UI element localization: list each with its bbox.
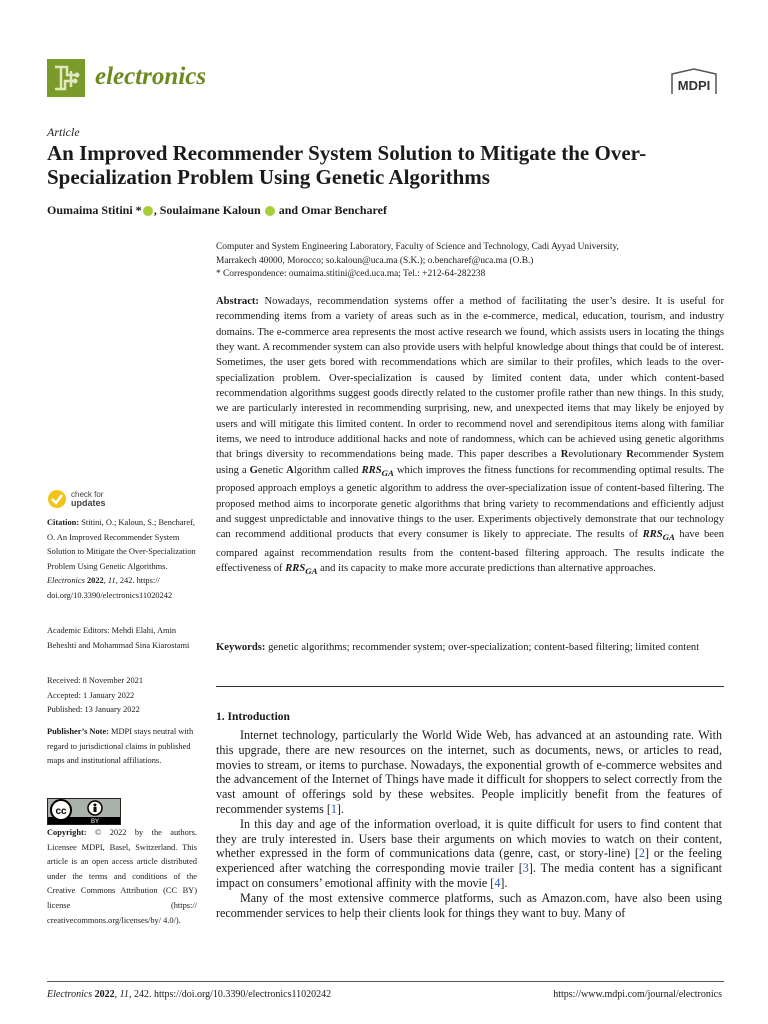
section-divider (216, 686, 724, 687)
check-for-updates-icon[interactable] (47, 489, 67, 509)
abstract-text: enetic (257, 464, 287, 476)
abstract-bold: G (249, 464, 258, 476)
paragraph-text: ] or the feeling experienced after watching the corresponding movie trailer [ (216, 846, 722, 876)
citation-link[interactable]: 3 (522, 861, 529, 876)
publisher-note (47, 725, 197, 769)
abstract-bold: R (560, 449, 569, 461)
abstract (216, 294, 724, 580)
orcid-icon[interactable] (143, 206, 153, 216)
paragraph-text: ]. (336, 801, 344, 816)
mdpi-logo-icon (668, 68, 720, 94)
footer-doi-link[interactable]: , 242. https://doi.org/10.3390/electronics11020242 (128, 989, 332, 1000)
rrs-symbol: RRS (285, 563, 306, 575)
rrs-symbol: RRS (361, 464, 382, 476)
abstract-text: Nowadays, recommendation systems offer a method of facilitating the user’s desire. It is useful for recommending items from a variety of areas such as in the e-commerce, medical, education, tourism, and industry domains. The e-commerce area represents the most active research we found, which assists users in locating the things they want. A recommender system can also provide users with helpful knowledge about things that could be of interest. Sometimes, the user gets bored with recommendations which are similar to their profiles, which leads to the over-specialization problem. Over-specialization is caused by limited content data, under which content-based recommendation algorithms suggest goods directly related to the customer profile rather than new things. In this study, we are particularly interested in recommending surprising, new, and unexpected items that may likely be enjoyed by users and will mitigate this limited content. In order to recommend novel and serendipitous items along with familiar items, we need to introduce additional hacks and note of randomness, which can be achieved using genetic algorithms that brings diversity to recommendations being made. This paper describes a (216, 296, 724, 461)
citation-text: Stitini, O.; Kaloun, S.; Bencharef, O. An Improved Recommender System Solution to Mitigate the Over-Specialization Problem Using Genetic Algorithms. (47, 518, 196, 571)
footer-year: 2022 (94, 989, 115, 1000)
rrs-subscript: GA (662, 532, 675, 543)
abstract-bold: R (626, 449, 634, 461)
footer-journal-url[interactable]: https://www.mdpi.com/journal/electronics (553, 989, 722, 1000)
paragraph-text: In this day and age of the information overload, it is quite difficult for users to find content that they are truly interested in. Users base their arguments on which movies to watch on their content, whether expressed in the form of communications data (genre, cast, or story-line) [ (216, 816, 722, 861)
circuit-logo-icon (47, 59, 85, 97)
citation-journal: Electronics (47, 576, 85, 586)
copyright-label: Copyright: (47, 828, 87, 837)
check-line: updates (71, 498, 106, 508)
dates-block (47, 674, 197, 718)
section-heading: 1. Introduction (216, 711, 290, 723)
citation-link[interactable]: 2 (638, 846, 645, 861)
copyright-text: © 2022 by the authors. Licensee MDPI, Basel, Switzerland. This article is an open access article distributed under the terms and conditions of the Creative Commons Attribution (CC BY) license (https:// creativecommons.org/licenses/by/ 4.0/). (47, 828, 198, 925)
author-2[interactable]: , Soulaimane Kaloun (153, 203, 261, 217)
published-date: Published: 13 January 2022 (47, 705, 140, 715)
citation-year: 2022 (86, 576, 104, 586)
rrs-subscript: GA (381, 467, 394, 478)
paragraph: Many of the most extensive commerce platforms, such as Amazon.com, have also been using recommender services to help their clients look for things they want to buy. Many of (216, 890, 722, 920)
citation-volume: 11 (107, 576, 116, 586)
keywords-label: Keywords: (216, 642, 266, 653)
footer-citation: Electronics 2022, 11, 242. https://doi.org/10.3390/electronics11020242 (47, 989, 332, 1000)
citation-block: Citation: Stitini, O.; Kaloun, S.; Bencharef, O. An Improved Recommender System Solution to Mitigate the Over-Specialization Problem Using Genetic Algorithms. Electronics 2022, 11, 242. https:// doi.org/10.3390/electronics11020242 (47, 518, 196, 600)
copyright-block (47, 826, 197, 928)
received-date: Received: 8 November 2021 (47, 676, 144, 685)
footer-journal: Electronics (47, 989, 93, 1000)
check-for-updates-button[interactable] (71, 490, 106, 508)
citation-link[interactable]: 1 (330, 801, 337, 816)
rrs-subscript: GA (305, 566, 318, 577)
paragraph-text: ]. (500, 875, 508, 890)
abstract-text: and its capacity to make more accurate predictions than alternative approaches. (317, 563, 656, 575)
keywords-text: genetic algorithms; recommender system; over-specialization; content-based filtering; limited content (268, 642, 700, 653)
introduction-body (216, 728, 722, 920)
academic-editors: Academic Editors: Mehdi Elahi, Amin Beheshti and Mohammad Sina Kiarostami (47, 626, 190, 650)
abstract-text: have been compared against recommendation results from the content-based filtering approach. The results indicate the effectiveness of (216, 529, 725, 575)
abstract-text: which improves the fitness functions for recommending optimal results. The proposed approach employs a genetic algorithm to address the over-specialization issue of content-based filtering. The proposed method aims to incorporate genetic algorithms that bring variety to recommendations and efficiently adjust and suggest unpredictable and innovative things to the user. Experiments objectively demonstrate that our technology can recommend additional products that every consumer is likely to appreciate. The results of (216, 464, 724, 541)
accepted-date: Accepted: 1 January 2022 (47, 690, 135, 700)
cc-badge-label: BY (90, 819, 100, 824)
note-text: MDPI stays neutral with regard to jurisdictional claims in published maps and institutional affiliations. (47, 727, 194, 766)
paragraph (216, 728, 722, 817)
footer-volume: 11 (119, 989, 129, 1000)
check-line: check for (71, 490, 104, 499)
abstract-bold: S (692, 449, 699, 461)
author-1[interactable]: Oumaima Stitini * (47, 203, 142, 217)
author-3[interactable]: and Omar Bencharef (275, 203, 387, 217)
abstract-label: Abstract: (216, 296, 259, 307)
paragraph-text: Internet technology, particularly the World Wide Web, has advanced at an astounding rate. With this upgrade, there are new resources on the internet, such as documents, news, or articles to read, movies to stream, or items to purchase. Nowadays, the exponential growth of e-commerce websites and the advancement of the Internet of Things have made it difficult for shoppers to select correctly from the vast amount of offerings sold by these websites. People implicitly benefit from the features of recommender systems [ (216, 728, 722, 816)
journal-logo (47, 59, 85, 97)
abstract-text: ecommender (633, 449, 693, 461)
paragraph (216, 817, 722, 891)
abstract-text: lgorithm called (293, 464, 362, 476)
cc-by-license-badge[interactable] (47, 798, 121, 825)
rrs-symbol: RRS (642, 529, 663, 541)
svg-text:cc: cc (55, 806, 67, 817)
author-list (47, 203, 387, 218)
keywords (216, 640, 724, 656)
mdpi-text: MDPI (677, 78, 711, 93)
abstract-text: ystem using a (216, 449, 724, 476)
citation-link[interactable]: 4 (494, 875, 501, 890)
mdpi-logo[interactable] (668, 68, 720, 94)
paper-title: An Improved Recommender System Solution to Mitigate the Over-Specialization Problem Using Genetic Algorithms (47, 141, 647, 189)
orcid-icon[interactable] (265, 206, 275, 216)
abstract-text: evolutionary (568, 449, 627, 461)
update-badge-icon (47, 489, 67, 509)
creative-commons-icon (48, 799, 120, 824)
footer-divider (47, 981, 724, 982)
affiliation-line: Computer and System Engineering Laboratory, Faculty of Science and Technology, Cadi Ayyad University, (216, 242, 619, 252)
citation-label: Citation: (47, 518, 80, 527)
affiliation (216, 241, 726, 282)
affiliation-line: Marrakech 40000, Morocco; so.kaloun@uca.ma (S.K.); o.bencharef@uca.ma (O.B.) (216, 255, 534, 266)
citation-doi[interactable]: , 242. https:// doi.org/10.3390/electronics11020242 (47, 576, 173, 600)
abstract-bold: A (286, 464, 294, 476)
article-type: Article (47, 125, 80, 139)
paragraph-text: ]. The media content has a significant impact on consumers’ emotional affinity with the movie [ (216, 861, 722, 890)
correspondence: * Correspondence: oumaima.stitini@ced.uca.ma; Tel.: +212-64-282238 (216, 269, 486, 279)
note-label: Publisher’s Note: (47, 727, 109, 736)
journal-name[interactable]: electronics (95, 63, 207, 90)
